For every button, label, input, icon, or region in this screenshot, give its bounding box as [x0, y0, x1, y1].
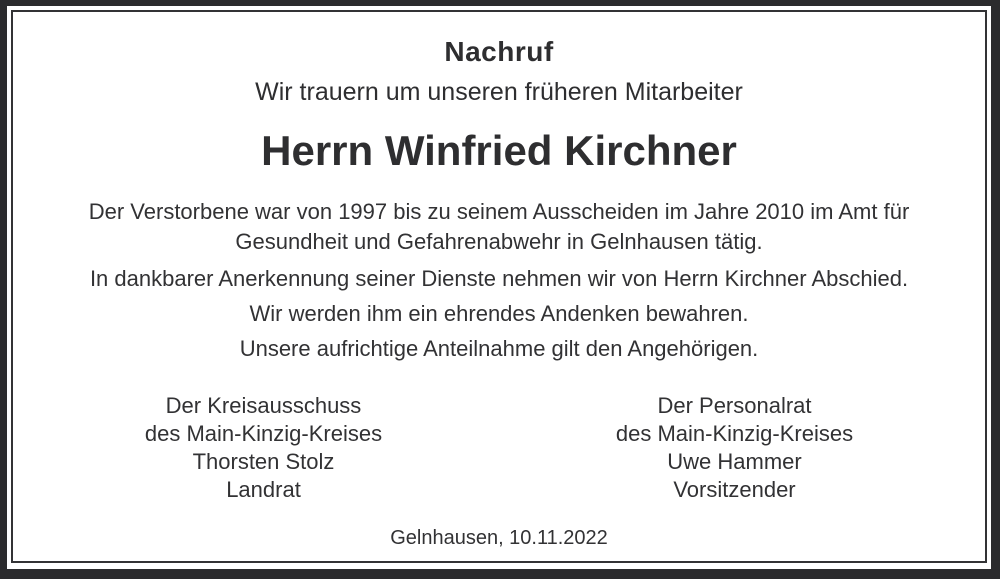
paragraph-remembrance: Wir werden ihm ein ehrendes Andenken bewahren. [249, 301, 749, 326]
deceased-name: Herrn Winfried Kirchner [261, 127, 737, 174]
signature-line: Thorsten Stolz [192, 449, 335, 474]
paragraph-condolence: Unsere aufrichtige Anteilnahme gilt den Angehörigen. [239, 336, 759, 361]
paragraph-farewell: In dankbarer Anerkennung seiner Dienste nehmen wir von Herrn Kirchner Abschied. [89, 266, 909, 291]
signature-kreisausschuss [21, 392, 506, 504]
signature-line: Der Personalrat [657, 393, 812, 418]
signature-line: Landrat [226, 477, 301, 502]
signature-columns [14, 392, 984, 504]
notice-intro-line: Wir trauern um unseren früheren Mitarbeiter [255, 78, 743, 106]
paragraph-line: Der Verstorbene war von 1997 bis zu seinem Ausscheiden im Jahre 2010 im Amt für [88, 199, 910, 224]
signature-line: Der Kreisausschuss [165, 393, 362, 418]
signature-line: des Main-Kinzig-Kreises [144, 421, 383, 446]
paragraph-line: Gesundheit und Gefahrenabwehr in Gelnhausen tätig. [235, 229, 763, 254]
notice-heading: Nachruf [444, 36, 554, 67]
place-and-date: Gelnhausen, 10.11.2022 [390, 527, 608, 549]
signature-line: Uwe Hammer [667, 449, 802, 474]
notice-content [14, 13, 984, 560]
paragraph-service-history [14, 197, 984, 257]
signature-line: des Main-Kinzig-Kreises [615, 421, 854, 446]
signature-personalrat [492, 392, 977, 504]
signature-line: Vorsitzender [673, 477, 796, 502]
